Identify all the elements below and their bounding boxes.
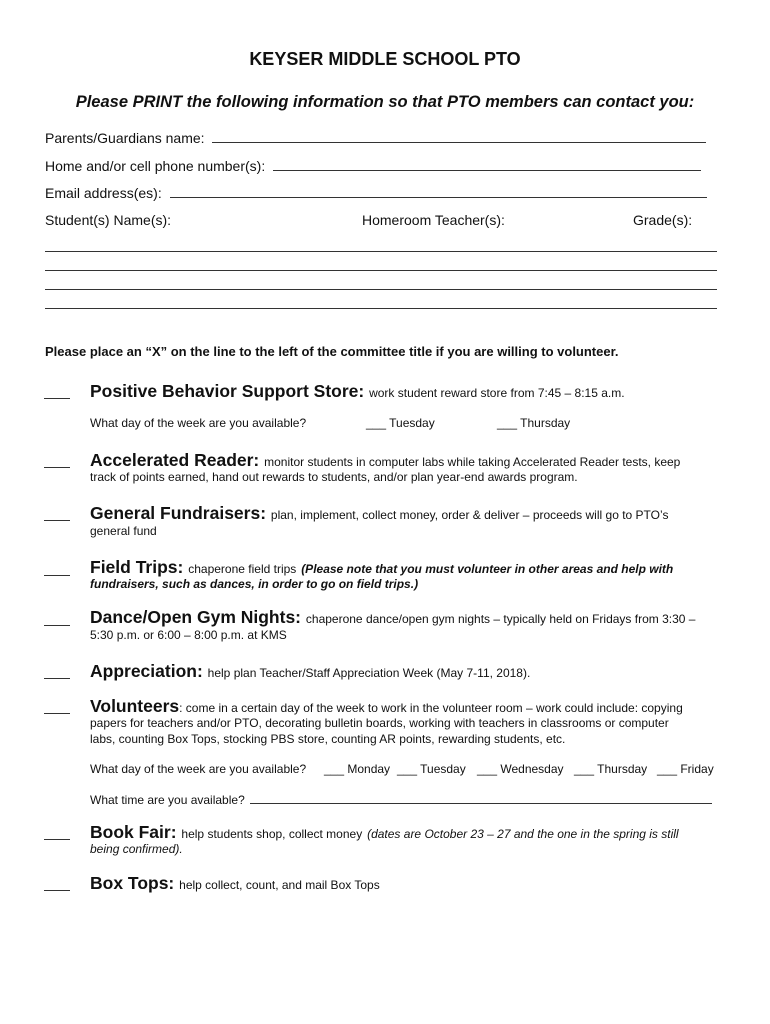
appreciation-checkbox-line[interactable] (44, 678, 70, 679)
volunteers-title: Volunteers (90, 696, 180, 716)
email-row (45, 185, 707, 201)
pbs-availability-question: What day of the week are you available? (90, 416, 307, 430)
ar-title: Accelerated Reader: (90, 450, 260, 470)
fundraisers-title: General Fundraisers: (90, 503, 267, 523)
fundraisers-checkbox-line[interactable] (44, 520, 70, 521)
email-field[interactable] (170, 185, 707, 198)
student-entry-line-4[interactable] (45, 308, 717, 309)
pbs-title: Positive Behavior Support Store: (90, 381, 365, 401)
page-title: KEYSER MIDDLE SCHOOL PTO (249, 49, 521, 69)
parents-name-label: Parents/Guardians name: (45, 130, 205, 146)
ar-desc: monitor students in computer labs while taking Accelerated Reader tests, keep (264, 455, 681, 469)
field-trips-committee (90, 557, 673, 578)
student-entry-line-2[interactable] (45, 270, 717, 271)
box-tops-checkbox-line[interactable] (44, 890, 70, 891)
book-fair-checkbox-line[interactable] (44, 839, 70, 840)
volunteers-time-field[interactable] (250, 792, 712, 804)
phone-field[interactable] (273, 158, 701, 171)
volunteers-committee (90, 696, 683, 717)
pbs-desc: work student reward store from 7:45 – 8:15 a.m. (369, 386, 625, 400)
volunteers-day-question: What day of the week are you available? (90, 762, 307, 776)
student-name-label: Student(s) Name(s): (45, 212, 172, 228)
book-fair-committee (90, 822, 679, 843)
student-entry-line-3[interactable] (45, 289, 717, 290)
fundraisers-committee (90, 503, 668, 524)
book-fair-note: (dates are October 23 – 27 and the one in the spring is still (367, 827, 679, 841)
grade-label: Grade(s): (633, 212, 693, 228)
phone-row (45, 158, 701, 174)
field-trips-checkbox-line[interactable] (44, 575, 70, 576)
fundraisers-desc-continued: general fund (90, 524, 157, 538)
appreciation-committee (90, 661, 530, 682)
volunteers-time-question: What time are you available? (90, 793, 245, 807)
book-fair-title: Book Fair: (90, 822, 177, 842)
pbs-checkbox-line[interactable] (44, 398, 70, 399)
dance-checkbox-line[interactable] (44, 625, 70, 626)
dance-desc: chaperone dance/open gym nights – typically held on Fridays from 3:30 – (305, 612, 696, 626)
field-trips-title: Field Trips: (90, 557, 184, 577)
dance-desc-continued: 5:30 p.m. or 6:00 – 8:00 p.m. at KMS (90, 628, 287, 642)
pbs-committee (90, 381, 625, 402)
field-trips-note-continued: fundraisers, such as dances, in order to go on field trips.) (90, 577, 419, 591)
volunteers-desc: : come in a certain day of the week to work in the volunteer room – work could include: copying (179, 701, 683, 715)
book-fair-note-continued: being confirmed). (90, 842, 183, 856)
pbs-option-tuesday[interactable]: ___ Tuesday (366, 416, 435, 430)
phone-label: Home and/or cell phone number(s): (45, 158, 266, 174)
volunteers-time-row (90, 792, 712, 807)
field-trips-desc: chaperone field trips (188, 562, 297, 576)
homeroom-teacher-label: Homeroom Teacher(s): (362, 212, 505, 228)
parents-name-field[interactable] (212, 130, 706, 143)
page-subtitle: Please PRINT the following information so that PTO members can contact you: (75, 93, 695, 111)
volunteers-checkbox-line[interactable] (44, 713, 70, 714)
box-tops-desc: help collect, count, and mail Box Tops (179, 878, 380, 892)
ar-committee (90, 450, 680, 471)
book-fair-desc: help students shop, collect money (181, 827, 363, 841)
fundraisers-desc: plan, implement, collect money, order & deliver – proceeds will go to PTO’s (270, 508, 669, 522)
field-trips-note: (Please note that you must volunteer in other areas and help with (301, 562, 674, 576)
box-tops-committee (90, 873, 380, 894)
box-tops-title: Box Tops: (90, 873, 175, 893)
volunteers-option-tuesday[interactable]: ___ Tuesday (397, 762, 466, 776)
student-entry-line-1[interactable] (45, 251, 717, 252)
ar-checkbox-line[interactable] (44, 467, 70, 468)
email-label: Email address(es): (45, 185, 162, 201)
volunteers-desc-continued-2: labs, counting Box Tops, stocking PBS store, counting AR points, rewarding students, etc. (90, 732, 566, 746)
volunteers-option-monday[interactable]: ___ Monday (324, 762, 391, 776)
volunteers-desc-continued-1: papers for teachers and/or PTO, decorating bulletin boards, working with teachers in classrooms or computer (90, 716, 669, 730)
volunteers-option-thursday[interactable]: ___ Thursday (574, 762, 648, 776)
volunteer-instructions: Please place an “X” on the line to the left of the committee title if you are willing to volunteer. (45, 344, 619, 359)
parents-name-row (45, 130, 706, 146)
volunteers-option-wednesday[interactable]: ___ Wednesday (477, 762, 564, 776)
appreciation-desc: help plan Teacher/Staff Appreciation Week (May 7-11, 2018). (207, 666, 531, 680)
ar-desc-continued: track of points earned, hand out rewards to students, and/or plan year-end awards program. (90, 470, 578, 484)
pbs-option-thursday[interactable]: ___ Thursday (497, 416, 571, 430)
dance-committee (90, 607, 695, 628)
volunteers-option-friday[interactable]: ___ Friday (657, 762, 714, 776)
appreciation-title: Appreciation: (90, 661, 203, 681)
dance-title: Dance/Open Gym Nights: (90, 607, 302, 627)
